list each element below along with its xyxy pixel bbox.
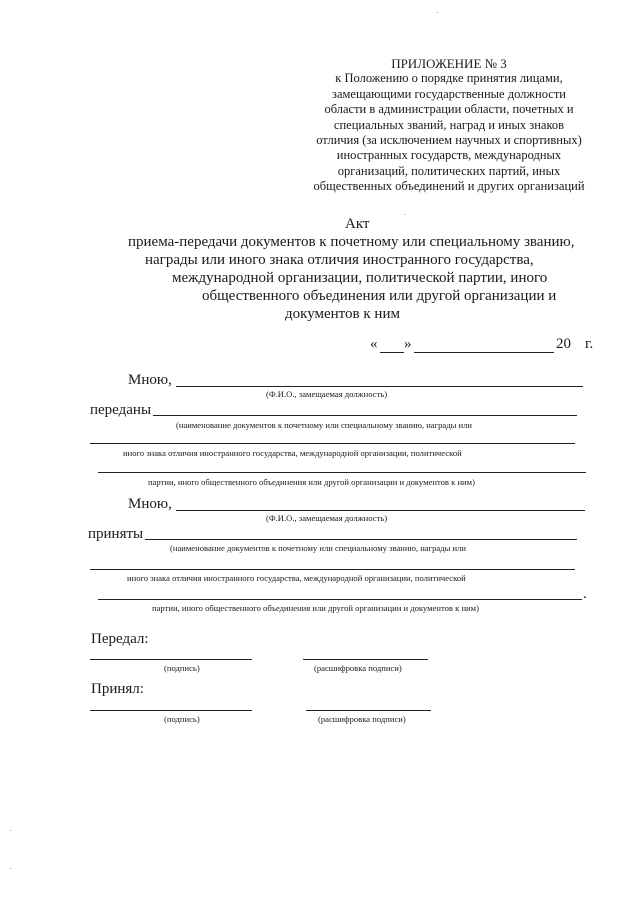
handed-decoding-caption: (расшифровка подписи) xyxy=(314,663,402,673)
appendix-line: иностранных государств, международных xyxy=(336,148,562,163)
section2-documents-field-2[interactable] xyxy=(90,569,575,570)
section2-by-me-label: Мною, xyxy=(128,496,172,512)
handed-signature-caption: (подпись) xyxy=(164,663,200,673)
section1-documents-field-2[interactable] xyxy=(90,443,575,444)
appendix-line: организаций, политических партий, иных xyxy=(337,163,561,178)
date-day-field[interactable] xyxy=(380,352,404,353)
section2-documents-field-1[interactable] xyxy=(145,539,577,540)
section2-documents-field-3[interactable] xyxy=(98,599,582,600)
handed-decoding-field[interactable] xyxy=(303,659,428,660)
date-close-quote: » xyxy=(404,336,412,352)
section1-documents-caption-3: партии, иного общественного объединения или другой организации и документов к ним) xyxy=(148,477,475,487)
appendix-line: области в администрации области, почетных и xyxy=(324,102,574,117)
section2-name-caption: (Ф.И.О., замещаемая должность) xyxy=(266,513,388,523)
act-title-line: общественного объединения или другой организации и xyxy=(202,288,557,304)
date-month-field[interactable] xyxy=(414,352,554,353)
section1-documents-field-3[interactable] xyxy=(98,472,586,473)
scan-speck xyxy=(10,830,11,831)
section1-documents-caption-2: иного знака отличия иностранного государства, международной организации, политической xyxy=(123,448,462,458)
received-signature-field[interactable] xyxy=(90,710,252,711)
handed-label: Передал: xyxy=(91,631,149,647)
appendix-heading: ПРИЛОЖЕНИЕ № 3 xyxy=(391,56,507,71)
section1-documents-caption-1: (наименование документов к почетному или специальному званию, награды или xyxy=(176,420,473,430)
section2-documents-caption-2: иного знака отличия иностранного государства, международной организации, политической xyxy=(127,573,466,583)
appendix-block xyxy=(300,56,598,195)
handed-signature-field[interactable] xyxy=(90,659,252,660)
scan-speck xyxy=(437,12,438,13)
appendix-line: отличия (за исключением научных и спортивных) xyxy=(316,133,582,148)
date-open-quote: « xyxy=(370,336,378,352)
section1-name-field[interactable] xyxy=(176,386,583,387)
appendix-line: замещающими государственные должности xyxy=(332,86,566,101)
section1-action-label: переданы xyxy=(90,402,152,418)
section1-name-caption: (Ф.И.О., замещаемая должность) xyxy=(266,389,388,399)
act-title-line: награды или иного знака отличия иностранного государства, xyxy=(145,252,534,268)
received-decoding-field[interactable] xyxy=(306,710,431,711)
act-title-line: документов к ним xyxy=(285,306,400,322)
section2-name-field[interactable] xyxy=(176,510,585,511)
act-title-line: приема-передачи документов к почетному или специальному званию, xyxy=(128,234,575,250)
date-year-prefix: 20 xyxy=(556,336,571,352)
section2-end-mark: . xyxy=(583,586,587,602)
received-label: Принял: xyxy=(91,681,144,697)
received-decoding-caption: (расшифровка подписи) xyxy=(318,714,406,724)
act-title-line: международной организации, политической партии, иного xyxy=(172,270,548,286)
section1-documents-field-1[interactable] xyxy=(153,415,577,416)
section2-documents-caption-3: партии, иного общественного объединения или другой организации и документов к ним) xyxy=(152,603,479,613)
section2-documents-caption-1: (наименование документов к почетному или специальному званию, награды или xyxy=(170,543,467,553)
appendix-line: специальных званий, наград и иных знаков xyxy=(333,117,565,132)
received-signature-caption: (подпись) xyxy=(164,714,200,724)
scan-speck xyxy=(10,868,11,869)
section2-action-label: приняты xyxy=(88,526,144,542)
date-year-suffix: г. xyxy=(585,336,594,352)
appendix-line: общественных объединений и других организаций xyxy=(313,179,585,194)
section1-by-me-label: Мною, xyxy=(128,372,172,388)
scan-speck xyxy=(404,214,405,215)
appendix-line: к Положению о порядке принятия лицами, xyxy=(335,71,563,86)
act-title: Акт xyxy=(345,216,370,232)
